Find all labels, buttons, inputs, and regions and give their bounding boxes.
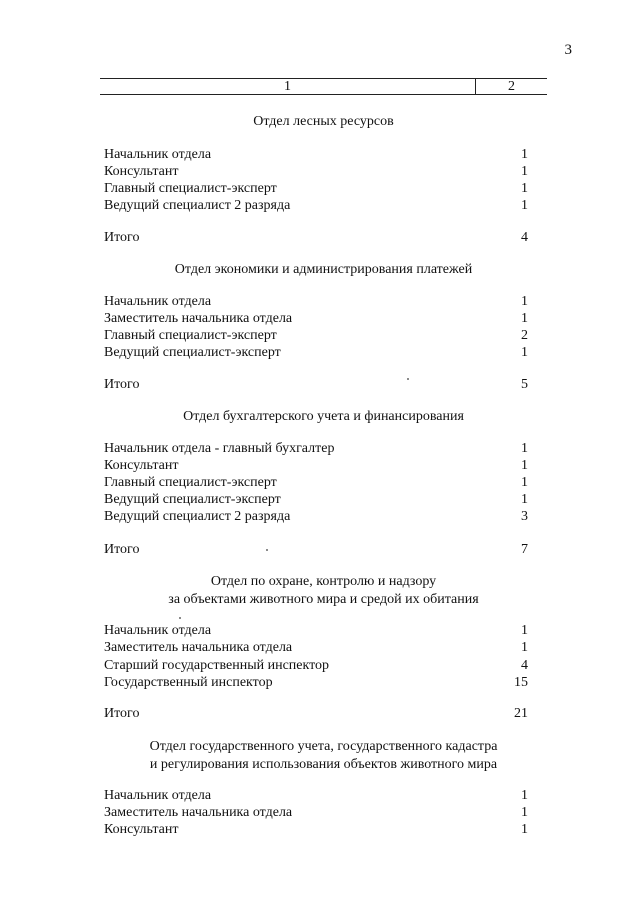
list-item — [104, 345, 528, 362]
list-item — [104, 328, 528, 345]
position-name: Начальник отдела — [104, 623, 212, 638]
position-name: Начальник отдела — [104, 788, 212, 803]
total-row — [104, 377, 528, 394]
position-name: Главный специалист-эксперт — [104, 475, 277, 490]
list-item — [104, 805, 528, 822]
list-item — [104, 294, 528, 311]
position-count: 2 — [521, 328, 528, 343]
position-count: 1 — [521, 311, 528, 326]
position-count: 1 — [521, 788, 528, 803]
total-label: Итого — [104, 230, 140, 245]
total-count: 5 — [521, 377, 528, 392]
section-title: Отдел экономики и администрирования платежей — [174, 262, 473, 277]
list-item — [104, 640, 528, 657]
scan-speck — [266, 549, 268, 551]
position-count: 1 — [521, 181, 528, 196]
list-item — [104, 658, 528, 675]
list-item — [104, 475, 528, 492]
total-count: 21 — [514, 706, 528, 721]
position-name: Старший государственный инспектор — [104, 658, 330, 673]
total-label: Итого — [104, 542, 140, 557]
scan-speck — [179, 617, 181, 619]
total-label: Итого — [104, 706, 140, 721]
list-item — [104, 822, 528, 839]
total-row — [104, 542, 528, 559]
section-title: Отдел государственного учета, государственного кадастра — [149, 739, 498, 754]
position-count: 1 — [521, 147, 528, 162]
position-name: Заместитель начальника отдела — [104, 805, 293, 820]
total-row — [104, 706, 528, 723]
position-count: 1 — [521, 623, 528, 638]
list-item — [104, 675, 528, 692]
position-name: Главный специалист-эксперт — [104, 181, 277, 196]
list-item — [104, 788, 528, 805]
table-header — [100, 78, 547, 96]
position-count: 1 — [521, 822, 528, 837]
position-name: Ведущий специалист 2 разряда — [104, 198, 291, 213]
page-number: 3 — [564, 42, 572, 58]
position-count: 1 — [521, 345, 528, 360]
position-count: 1 — [521, 294, 528, 309]
position-count: 1 — [521, 492, 528, 507]
list-item — [104, 198, 528, 215]
position-count: 1 — [521, 475, 528, 490]
position-name: Ведущий специалист 2 разряда — [104, 509, 291, 524]
list-item — [104, 164, 528, 181]
scan-speck — [407, 378, 409, 380]
section-title: и регулирования использования объектов животного мира — [149, 757, 498, 772]
section-title: Отдел по охране, контролю и надзору — [210, 574, 437, 589]
position-name: Консультант — [104, 822, 179, 837]
list-item — [104, 311, 528, 328]
position-count: 1 — [521, 640, 528, 655]
position-count: 1 — [521, 441, 528, 456]
position-count: 3 — [521, 509, 528, 524]
position-name: Начальник отдела — [104, 147, 212, 162]
position-count: 1 — [521, 198, 528, 213]
section-title: за объектами животного мира и средой их обитания — [168, 592, 479, 607]
position-count: 1 — [521, 458, 528, 473]
list-item — [104, 181, 528, 198]
position-name: Консультант — [104, 458, 179, 473]
position-name: Главный специалист-эксперт — [104, 328, 277, 343]
total-count: 7 — [521, 542, 528, 557]
position-name: Заместитель начальника отдела — [104, 311, 293, 326]
section-title: Отдел лесных ресурсов — [253, 114, 394, 129]
list-item — [104, 441, 528, 458]
list-item — [104, 509, 528, 526]
total-row — [104, 230, 528, 247]
header-column-1: 1 — [284, 79, 291, 94]
position-name: Ведущий специалист-эксперт — [104, 345, 281, 360]
position-name: Начальник отдела - главный бухгалтер — [104, 441, 335, 456]
total-count: 4 — [521, 230, 528, 245]
list-item — [104, 623, 528, 640]
position-count: 15 — [514, 675, 528, 690]
position-name: Консультант — [104, 164, 179, 179]
position-count: 1 — [521, 164, 528, 179]
list-item — [104, 492, 528, 509]
position-name: Начальник отдела — [104, 294, 212, 309]
list-item — [104, 147, 528, 164]
position-count: 1 — [521, 805, 528, 820]
list-item — [104, 458, 528, 475]
position-name: Заместитель начальника отдела — [104, 640, 293, 655]
position-count: 4 — [521, 658, 528, 673]
total-label: Итого — [104, 377, 140, 392]
section-title: Отдел бухгалтерского учета и финансирования — [183, 409, 464, 424]
header-column-2: 2 — [508, 79, 515, 94]
position-name: Ведущий специалист-эксперт — [104, 492, 281, 507]
position-name: Государственный инспектор — [104, 675, 273, 690]
